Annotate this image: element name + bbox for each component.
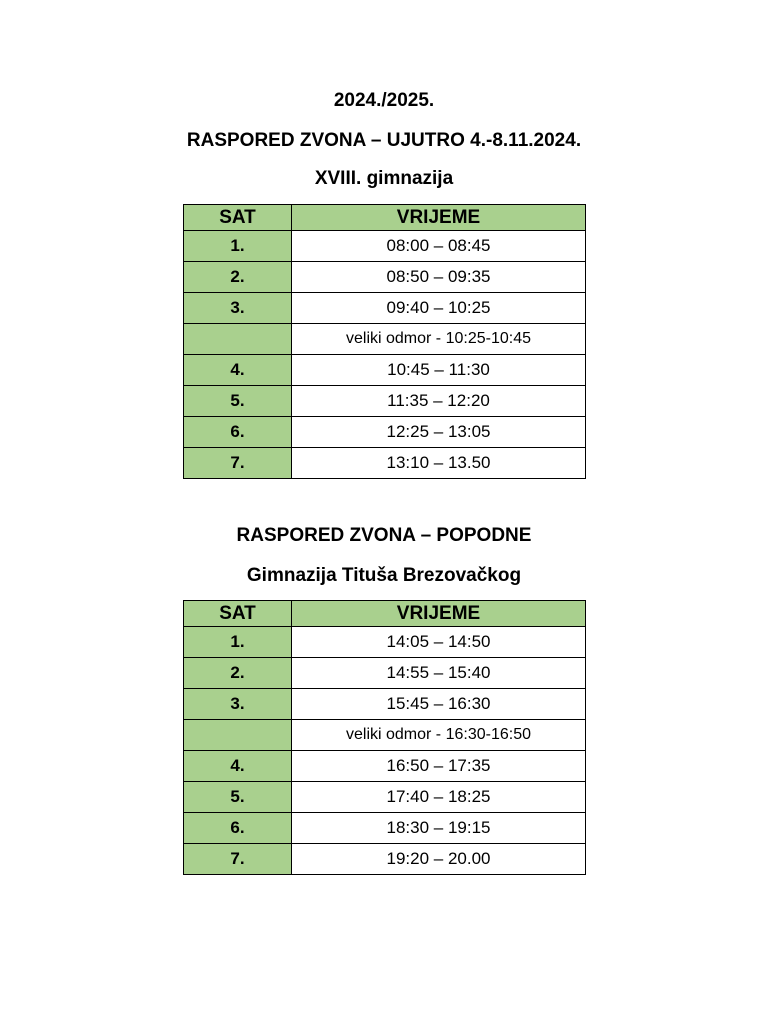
period-time: 11:35 – 12:20 — [292, 386, 586, 417]
period-number — [184, 324, 292, 355]
period-number: 7. — [184, 448, 292, 479]
period-number: 3. — [184, 293, 292, 324]
period-number: 6. — [184, 813, 292, 844]
table-row — [184, 751, 586, 782]
period-time: 17:40 – 18:25 — [292, 782, 586, 813]
period-time: 13:10 – 13.50 — [292, 448, 586, 479]
morning-bell-schedule-table — [183, 204, 586, 479]
table-row — [184, 689, 586, 720]
morning-schedule-title: RASPORED ZVONA – UJUTRO 4.-8.11.2024. — [186, 130, 582, 151]
period-time: 08:00 – 08:45 — [292, 231, 586, 262]
column-header-vrijeme: VRIJEME — [292, 205, 586, 231]
period-time: 18:30 – 19:15 — [292, 813, 586, 844]
period-number: 2. — [184, 262, 292, 293]
table-row — [184, 231, 586, 262]
table-row — [184, 782, 586, 813]
table-header-row — [184, 601, 586, 627]
afternoon-schedule-title: RASPORED ZVONA – POPODNE — [236, 525, 532, 546]
table-row — [184, 293, 586, 324]
morning-school-name: XVIII. gimnazija — [314, 168, 454, 189]
column-header-sat: SAT — [184, 205, 292, 231]
break-row — [184, 324, 586, 355]
afternoon-school-name: Gimnazija Tituša Brezovačkog — [246, 565, 522, 586]
table-row — [184, 844, 586, 875]
period-number: 5. — [184, 386, 292, 417]
table-row — [184, 813, 586, 844]
period-number: 5. — [184, 782, 292, 813]
period-time: 10:45 – 11:30 — [292, 355, 586, 386]
break-row — [184, 720, 586, 751]
afternoon-bell-schedule-table — [183, 600, 586, 875]
column-header-sat: SAT — [184, 601, 292, 627]
period-number: 2. — [184, 658, 292, 689]
table-row — [184, 658, 586, 689]
table-row — [184, 448, 586, 479]
table-row — [184, 262, 586, 293]
period-time: 12:25 – 13:05 — [292, 417, 586, 448]
period-number — [184, 720, 292, 751]
period-number: 1. — [184, 627, 292, 658]
period-time: 14:55 – 15:40 — [292, 658, 586, 689]
table-row — [184, 386, 586, 417]
table-row — [184, 355, 586, 386]
period-number: 7. — [184, 844, 292, 875]
period-time: 08:50 – 09:35 — [292, 262, 586, 293]
table-row — [184, 627, 586, 658]
break-time: veliki odmor - 16:30-16:50 — [292, 720, 586, 751]
column-header-vrijeme: VRIJEME — [292, 601, 586, 627]
period-time: 14:05 – 14:50 — [292, 627, 586, 658]
break-time: veliki odmor - 10:25-10:45 — [292, 324, 586, 355]
period-number: 1. — [184, 231, 292, 262]
school-year-heading: 2024./2025. — [333, 90, 435, 111]
period-number: 3. — [184, 689, 292, 720]
period-number: 4. — [184, 751, 292, 782]
period-number: 6. — [184, 417, 292, 448]
table-header-row — [184, 205, 586, 231]
period-number: 4. — [184, 355, 292, 386]
period-time: 15:45 – 16:30 — [292, 689, 586, 720]
period-time: 16:50 – 17:35 — [292, 751, 586, 782]
table-row — [184, 417, 586, 448]
period-time: 19:20 – 20.00 — [292, 844, 586, 875]
period-time: 09:40 – 10:25 — [292, 293, 586, 324]
